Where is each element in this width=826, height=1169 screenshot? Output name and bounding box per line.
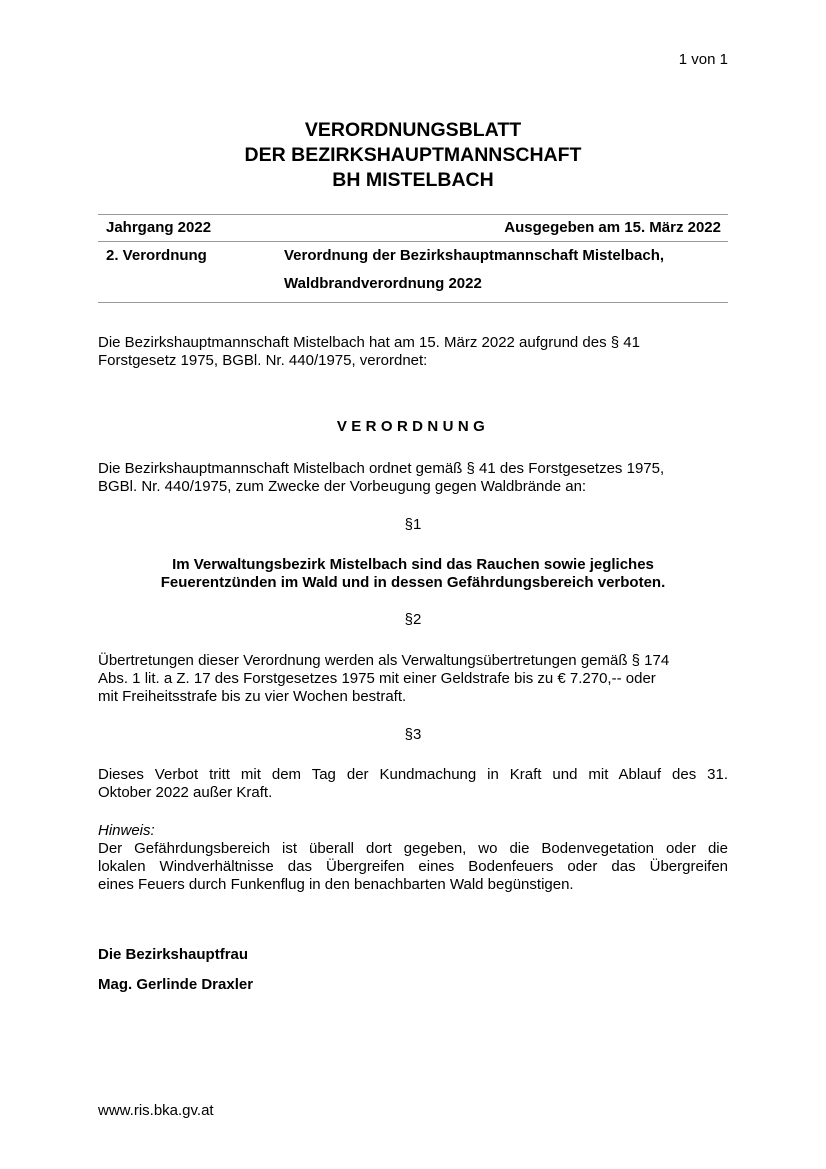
section-2-line-2: Abs. 1 lit. a Z. 17 des Forstgesetzes 1975 mit einer Geldstrafe bis zu € 7.270,-- oder bbox=[98, 670, 656, 687]
footer-url: www.ris.bka.gv.at bbox=[98, 1102, 214, 1119]
intro-line-2: Forstgesetz 1975, BGBl. Nr. 440/1975, verordnet: bbox=[98, 352, 428, 369]
hinweis-block bbox=[98, 822, 728, 894]
title-line-2: DER BEZIRKSHAUPTMANNSCHAFT bbox=[244, 144, 582, 166]
hinweis-line-2: lokalen Windverhältnisse das Übergreifen eines Bodenfeuers oder das Übergreifen bbox=[98, 858, 728, 875]
signature-name: Mag. Gerlinde Draxler bbox=[98, 976, 254, 993]
ordinance-number: 2. Verordnung bbox=[106, 247, 207, 264]
jahrgang-label: Jahrgang 2022 bbox=[106, 219, 212, 236]
ordinance-title-line-1: Verordnung der Bezirkshauptmannschaft Mistelbach, bbox=[284, 247, 665, 264]
section-3-line-2: Oktober 2022 außer Kraft. bbox=[98, 784, 273, 801]
preamble-line-2: BGBl. Nr. 440/1975, zum Zwecke der Vorbeugung gegen Waldbrände an: bbox=[98, 478, 587, 495]
intro-paragraph bbox=[98, 334, 728, 370]
section-3-text bbox=[98, 766, 728, 802]
signature-role: Die Bezirkshauptfrau bbox=[98, 946, 249, 963]
section-3-line-1: Dieses Verbot tritt mit dem Tag der Kundmachung in Kraft und mit Ablauf des 31. bbox=[98, 766, 728, 783]
hinweis-line-3: eines Feuers durch Funkenflug in den benachbarten Wald begünstigen. bbox=[98, 876, 574, 893]
section-2-line-1: Übertretungen dieser Verordnung werden als Verwaltungsübertretungen gemäß § 174 bbox=[98, 652, 670, 669]
title-line-3: BH MISTELBACH bbox=[332, 169, 494, 191]
hinweis-label: Hinweis: bbox=[98, 822, 155, 839]
issue-date: Ausgegeben am 15. März 2022 bbox=[504, 219, 721, 236]
page-indicator: 1 von 1 bbox=[678, 51, 728, 68]
preamble-line-1: Die Bezirkshauptmannschaft Mistelbach ordnet gemäß § 41 des Forstgesetzes 1975, bbox=[98, 460, 665, 477]
section-1-line-2: Feuerentzünden im Wald und in dessen Gefährdungsbereich verboten. bbox=[160, 574, 666, 591]
section-2-text bbox=[98, 652, 728, 706]
ordinance-heading: VERORDNUNG bbox=[336, 418, 490, 435]
hinweis-line-1: Der Gefährdungsbereich ist überall dort gegeben, wo die Bodenvegetation oder die bbox=[98, 840, 728, 857]
preamble-paragraph bbox=[98, 460, 728, 496]
title-line-1: VERORDNUNGSBLATT bbox=[304, 119, 522, 141]
header-row-ordinance bbox=[98, 242, 728, 302]
intro-line-1: Die Bezirkshauptmannschaft Mistelbach hat am 15. März 2022 aufgrund des § 41 bbox=[98, 334, 640, 351]
section-1-text bbox=[98, 556, 728, 592]
section-2-line-3: mit Freiheitsstrafe bis zu vier Wochen bestraft. bbox=[98, 688, 407, 705]
section-1-label: §1 bbox=[404, 516, 422, 533]
section-3-label: §3 bbox=[404, 726, 422, 743]
section-2-label: §2 bbox=[404, 611, 422, 628]
header-row-issue bbox=[98, 215, 728, 242]
document-title bbox=[0, 118, 826, 193]
ordinance-title-line-2: Waldbrandverordnung 2022 bbox=[284, 275, 482, 292]
section-1-line-1: Im Verwaltungsbezirk Mistelbach sind das Rauchen sowie jegliches bbox=[172, 556, 654, 573]
header-table bbox=[98, 214, 728, 303]
